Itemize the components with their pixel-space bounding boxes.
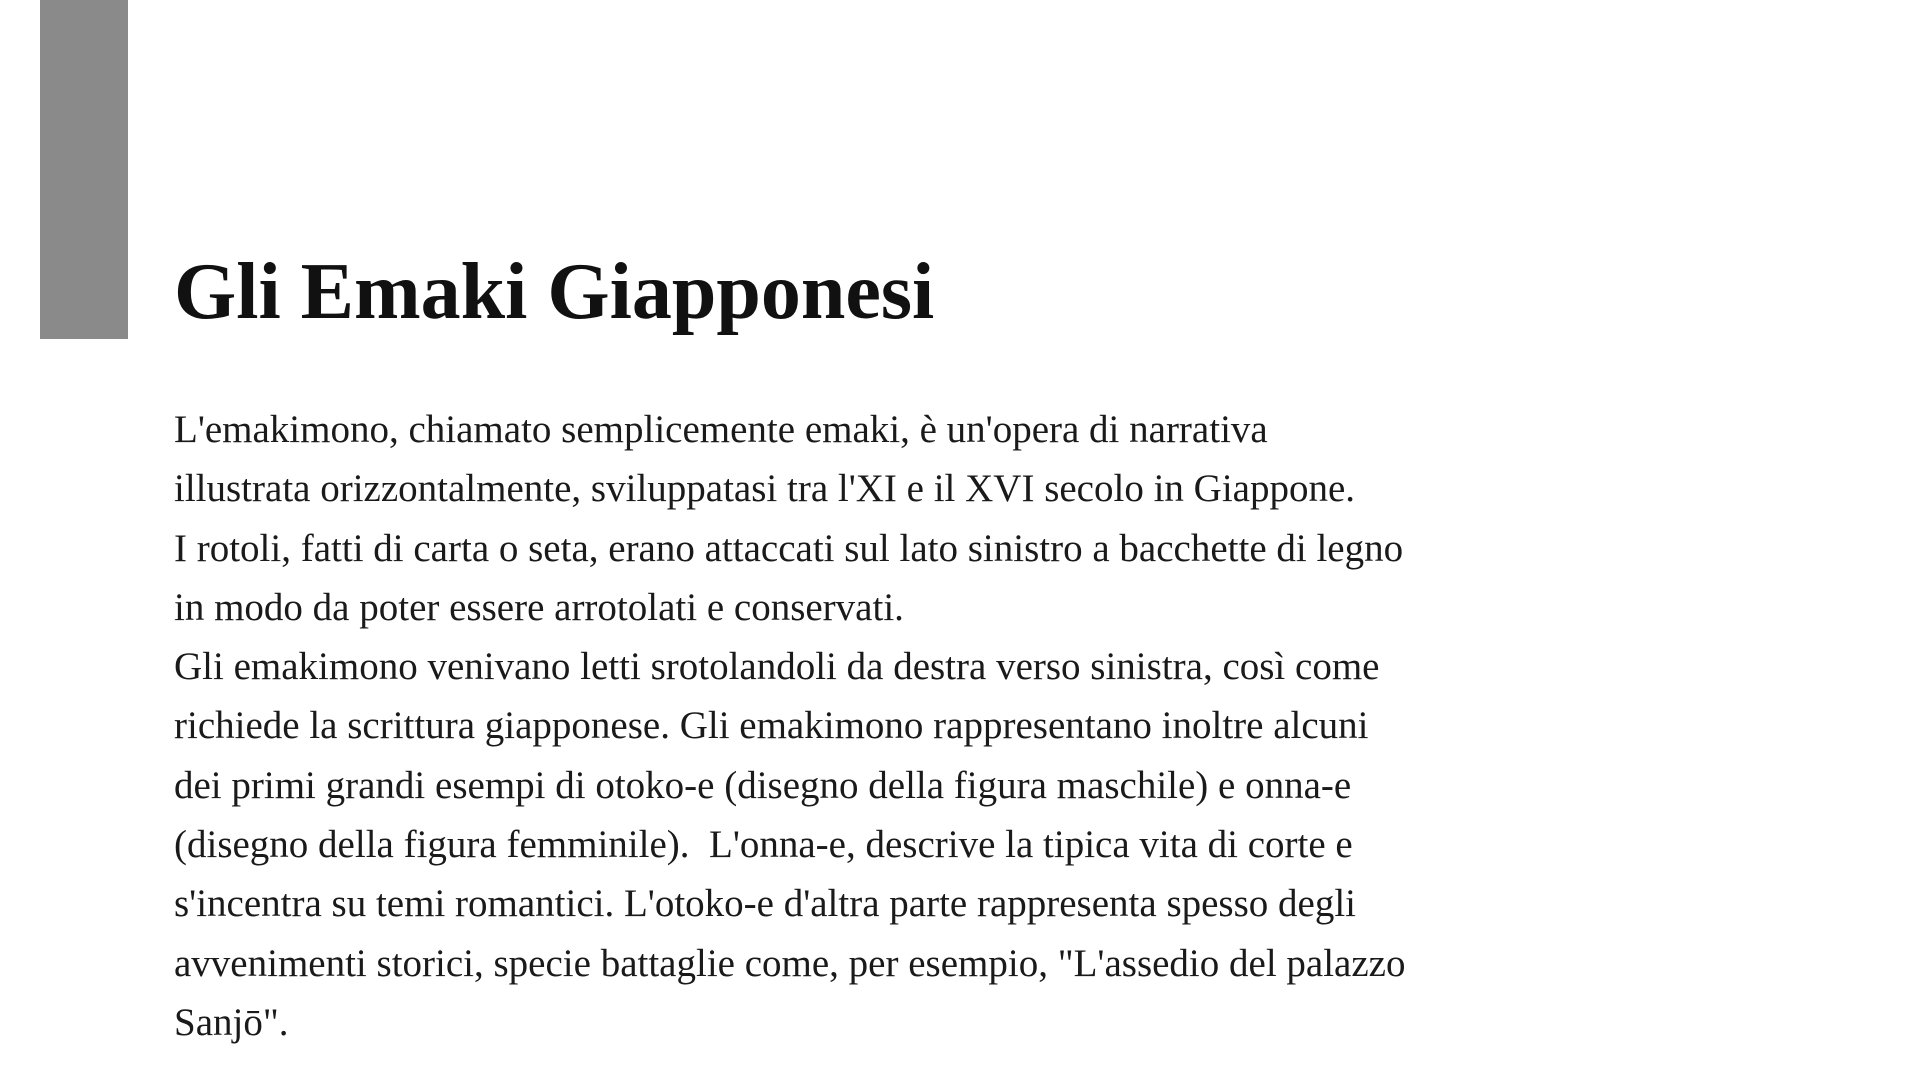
text-line: in modo da poter essere arrotolati e conservati. xyxy=(174,585,904,629)
text-line: I rotoli, fatti di carta o seta, erano attaccati sul lato sinistro a bacchette di legno xyxy=(174,526,1404,570)
text-line: richiede la scrittura giapponese. Gli emakimono rappresentano inoltre alcuni xyxy=(174,704,1369,748)
text-line: Gli emakimono venivano letti srotolandoli da destra verso sinistra, così come xyxy=(174,645,1380,689)
body-paragraph xyxy=(174,400,1554,1052)
accent-bar xyxy=(40,0,128,339)
slide-title: Gli Emaki Giapponesi xyxy=(174,248,935,336)
text-line: s'incentra su temi romantici. L'otoko-e d'altra parte rappresenta spesso degli xyxy=(174,882,1357,926)
text-line: L'emakimono, chiamato semplicemente emaki, è un'opera di narrativa xyxy=(174,408,1268,451)
text-line: Sanjō". xyxy=(174,1000,289,1044)
text-line: dei primi grandi esempi di otoko-e (disegno della figura maschile) e onna-e xyxy=(174,763,1352,807)
text-line: illustrata orizzontalmente, sviluppatasi tra l'XI e il XVI secolo in Giappone. xyxy=(174,467,1356,511)
text-line: (disegno della figura femminile). L'onna-e, descrive la tipica vita di corte e xyxy=(174,823,1353,867)
text-line: avvenimenti storici, specie battaglie come, per esempio, "L'assedio del palazzo xyxy=(174,941,1406,985)
